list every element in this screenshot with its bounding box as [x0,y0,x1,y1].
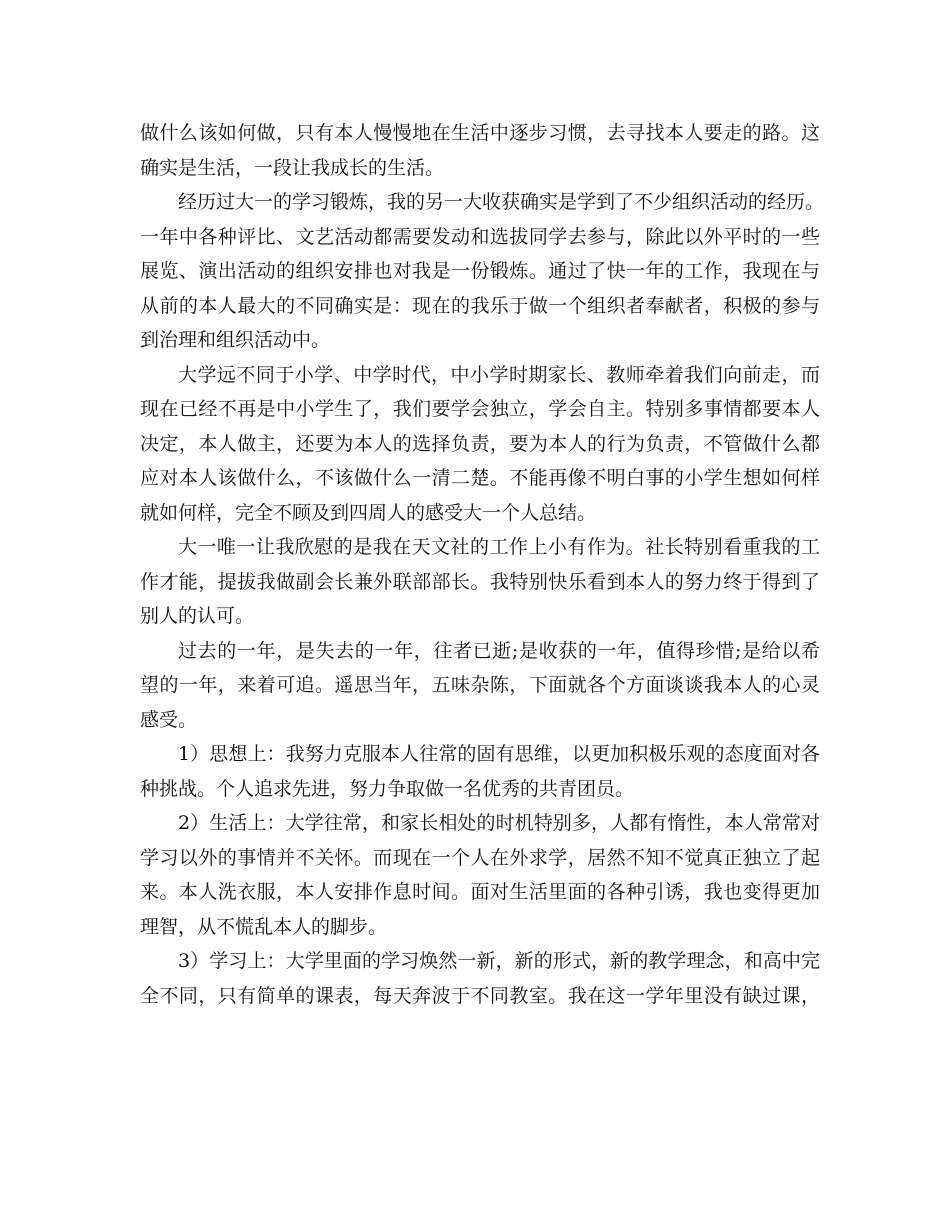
text-line: 感受。 [140,708,198,731]
text-line: 别人的认可。 [140,605,255,627]
text-line: 一年中各种评比、文艺活动都需要发动和选拔同学去参与，除此以外平时的一些 [140,225,820,248]
text-line: 就如何样，完全不顾及到四周人的感受大一个人总结。 [140,501,597,524]
paragraph [140,530,820,634]
text-line: 经历过大一的学习锻炼，我的另一大收获确实是学到了不少组织活动的经历。 [178,191,825,213]
text-line: 展览、演出活动的组织安排也对我是一份锻炼。通过了快一年的工作，我现在与 [140,260,820,282]
text-line: 1）思想上：我努力克服本人往常的固有思维，以更加积极乐观的态度面对各 [178,743,820,765]
text-line: 种挑战。个人追求先进，努力争取做一名优秀的共青团员。 [140,777,635,800]
paragraph [140,358,820,531]
text-line: 大一唯一让我欣慰的是我在天文社的工作上小有作为。社长特别看重我的工 [178,536,820,558]
paragraph [140,806,820,944]
paragraph [140,737,820,806]
text-line: 到治理和组织活动中。 [140,329,331,351]
text-line: 从前的本人最大的不同确实是：现在的我乐于做一个组织者奉献者，积极的参与 [140,294,820,317]
document-body [140,116,825,1013]
text-line: 应对本人该做什么，不该做什么一清二楚。不能再像不明白事的小学生想如何样 [140,467,820,489]
paragraph [140,944,820,1013]
text-line: 2）生活上：大学往常，和家长相处的时机特别多，人都有惰性，本人常常对 [178,812,820,834]
text-line: 学习以外的事情并不关怀。而现在一个人在外求学，居然不知不觉真正独立了起 [140,846,820,869]
paragraph [140,185,825,358]
text-line: 3）学习上：大学里面的学习焕然一新，新的形式，新的教学理念，和高中完 [178,950,820,972]
paragraph [140,116,820,185]
text-line: 过去的一年，是失去的一年，往者已逝;是收获的一年，值得珍惜;是给以希 [178,639,820,662]
text-line: 来。本人洗衣服，本人安排作息时间。面对生活里面的各种引诱，我也变得更加 [140,881,820,903]
paragraph [140,634,820,738]
text-line: 决定，本人做主，还要为本人的选择负责，要为本人的行为负责，不管做什么都 [140,432,820,455]
text-line: 理智，从不慌乱本人的脚步。 [140,915,388,938]
text-line: 现在已经不再是中小学生了，我们要学会独立，学会自主。特别多事情都要本人 [140,398,820,420]
text-line: 大学远不同于小学、中学时代，中小学时期家长、教师牵着我们向前走，而 [178,363,820,386]
text-line: 确实是生活，一段让我成长的生活。 [140,156,445,179]
text-line: 全不同，只有简单的课表，每天奔波于不同教室。我在这一学年里没有缺过课， [140,984,820,1007]
text-line: 做什么该如何做，只有本人慢慢地在生活中逐步习惯，去寻找本人要走的路。这 [140,122,820,144]
text-line: 望的一年，来着可追。遥思当年，五味杂陈，下面就各个方面谈谈我本人的心灵 [140,674,820,696]
text-line: 作才能，提拔我做副会长兼外联部部长。我特别快乐看到本人的努力终于得到了 [140,570,820,593]
